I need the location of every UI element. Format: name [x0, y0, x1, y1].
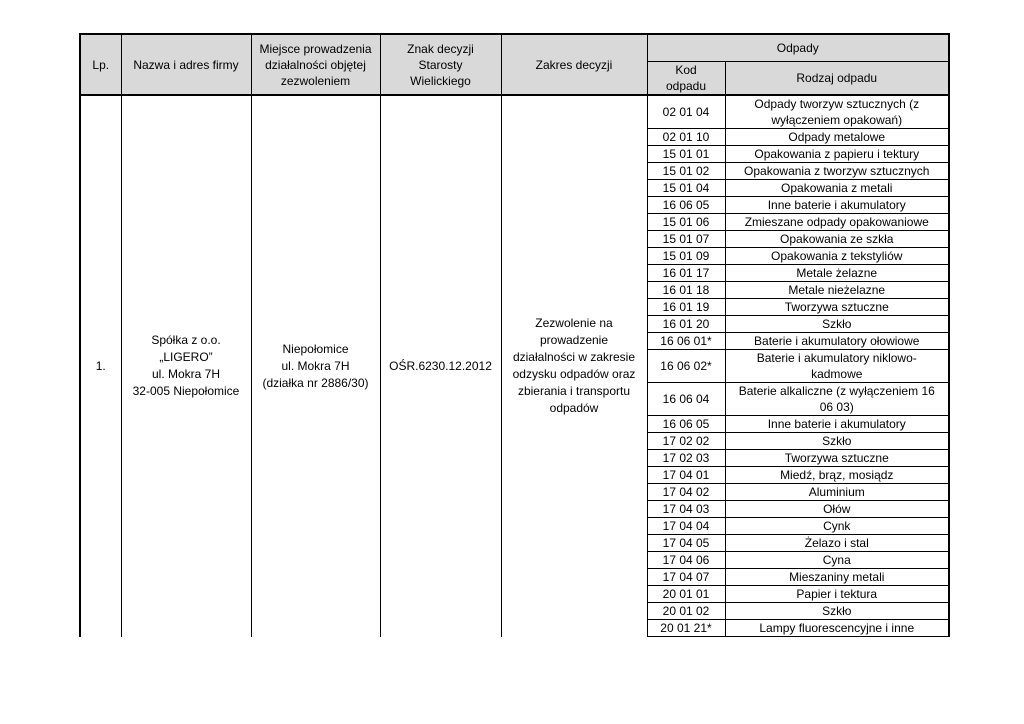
waste-code: 20 01 01 [647, 586, 725, 603]
entry-decision-sign: OŚR.6230.12.2012 [380, 95, 501, 637]
waste-type: Szkło [725, 603, 949, 620]
waste-code: 17 04 07 [647, 569, 725, 586]
waste-type: Inne baterie i akumulatory [725, 197, 949, 214]
header-place-line: Miejsce prowadzenia [259, 41, 372, 56]
waste-code: 17 04 06 [647, 552, 725, 569]
waste-code: 17 02 03 [647, 450, 725, 467]
waste-type: Miedź, brąz, mosiądz [725, 467, 949, 484]
header-waste-code-line: Kod [675, 62, 697, 77]
header-waste: Odpady [647, 34, 949, 61]
waste-code: 15 01 09 [647, 248, 725, 265]
company-name: „LIGERO” [159, 350, 213, 365]
waste-type: Baterie i akumulatory ołowiowe [725, 333, 949, 350]
header-decision-sign [380, 34, 501, 95]
waste-type: Metale nieżelazne [725, 282, 949, 299]
waste-code: 17 04 01 [647, 467, 725, 484]
waste-type: Żelazo i stal [725, 535, 949, 552]
waste-type: Baterie alkaliczne (z wyłączeniem 16 06 03) [725, 383, 949, 416]
waste-code: 16 01 17 [647, 265, 725, 282]
decision-scope-line: Zezwolenie na [535, 316, 613, 331]
waste-code: 15 01 04 [647, 180, 725, 197]
waste-type: Papier i tektura [725, 586, 949, 603]
waste-code: 15 01 01 [647, 146, 725, 163]
waste-type: Szkło [725, 316, 949, 333]
waste-type: Opakowania ze szkła [725, 231, 949, 248]
waste-code: 16 06 05 [647, 416, 725, 433]
waste-code: 20 01 21* [647, 620, 725, 637]
header-decision-sign-line: Wielickiego [410, 73, 471, 88]
waste-type: Tworzywa sztuczne [725, 299, 949, 316]
waste-type: Baterie i akumulatory niklowo-kadmowe [725, 350, 949, 383]
decision-scope-line: prowadzenie [539, 333, 609, 348]
header-decision-sign-line: Znak decyzji [407, 41, 474, 56]
waste-type: Szkło [725, 433, 949, 450]
place-town: Niepołomice [282, 341, 349, 356]
header-place-line: działalności objętej [265, 57, 366, 72]
header-waste-type: Rodzaj odpadu [725, 61, 949, 95]
waste-type: Opakowania z papieru i tektury [725, 146, 949, 163]
waste-type: Metale żelazne [725, 265, 949, 282]
table-header [80, 34, 949, 95]
waste-code: 17 04 04 [647, 518, 725, 535]
header-decision-scope: Zakres decyzji [501, 34, 647, 95]
header-waste-code [647, 61, 725, 95]
waste-code: 20 01 02 [647, 603, 725, 620]
waste-code: 17 04 03 [647, 501, 725, 518]
waste-code: 16 01 19 [647, 299, 725, 316]
place-street: ul. Mokra 7H [281, 358, 350, 373]
waste-type: Opakowania z tekstyliów [725, 248, 949, 265]
entry-lp: 1. [80, 95, 121, 637]
entry-company [121, 95, 251, 637]
waste-code: 17 04 02 [647, 484, 725, 501]
waste-code: 15 01 06 [647, 214, 725, 231]
waste-type: Ołów [725, 501, 949, 518]
entry-row [80, 95, 949, 129]
header-row [80, 34, 949, 61]
waste-type: Lampy fluorescencyjne i inne [725, 620, 949, 637]
waste-type: Cyna [725, 552, 949, 569]
waste-code: 02 01 10 [647, 129, 725, 146]
waste-code: 17 04 05 [647, 535, 725, 552]
company-legal-form: Spółka z o.o. [151, 333, 221, 348]
waste-type: Cynk [725, 518, 949, 535]
header-lp: Lp. [80, 34, 121, 95]
waste-type: Odpady metalowe [725, 129, 949, 146]
waste-type: Aluminium [725, 484, 949, 501]
waste-code: 16 01 20 [647, 316, 725, 333]
waste-permit-table [79, 33, 950, 637]
header-place-line: zezwoleniem [280, 73, 351, 88]
waste-code: 16 01 18 [647, 282, 725, 299]
waste-type: Odpady tworzyw sztucznych (z wyłączeniem opakowań) [725, 95, 949, 129]
waste-type: Zmieszane odpady opakowaniowe [725, 214, 949, 231]
waste-type: Opakowania z tworzyw sztucznych [725, 163, 949, 180]
waste-code: 16 06 01* [647, 333, 725, 350]
decision-scope-line: odzysku odpadów oraz [512, 367, 636, 382]
company-postal-city: 32-005 Niepołomice [132, 384, 240, 399]
waste-code: 16 06 05 [647, 197, 725, 214]
header-place [251, 34, 380, 95]
waste-code: 16 06 04 [647, 383, 725, 416]
table-body [80, 95, 949, 637]
waste-type: Opakowania z metali [725, 180, 949, 197]
waste-code: 15 01 07 [647, 231, 725, 248]
header-decision-sign-line: Starosty [418, 57, 463, 72]
waste-code: 15 01 02 [647, 163, 725, 180]
company-street: ul. Mokra 7H [151, 367, 221, 382]
waste-code: 16 06 02* [647, 350, 725, 383]
waste-type: Inne baterie i akumulatory [725, 416, 949, 433]
decision-scope-line: zbierania i transportu [517, 384, 631, 399]
waste-type: Tworzywa sztuczne [725, 450, 949, 467]
entry-decision-scope [501, 95, 647, 637]
decision-scope-line: odpadów [549, 401, 599, 416]
decision-scope-line: działalności w zakresie [512, 350, 636, 365]
waste-code: 17 02 02 [647, 433, 725, 450]
entry-place [251, 95, 380, 637]
header-waste-code-line: odpadu [665, 78, 707, 93]
waste-type: Mieszaniny metali [725, 569, 949, 586]
place-plot: (działka nr 2886/30) [262, 375, 369, 390]
header-company: Nazwa i adres firmy [121, 34, 251, 95]
waste-code: 02 01 04 [647, 95, 725, 129]
